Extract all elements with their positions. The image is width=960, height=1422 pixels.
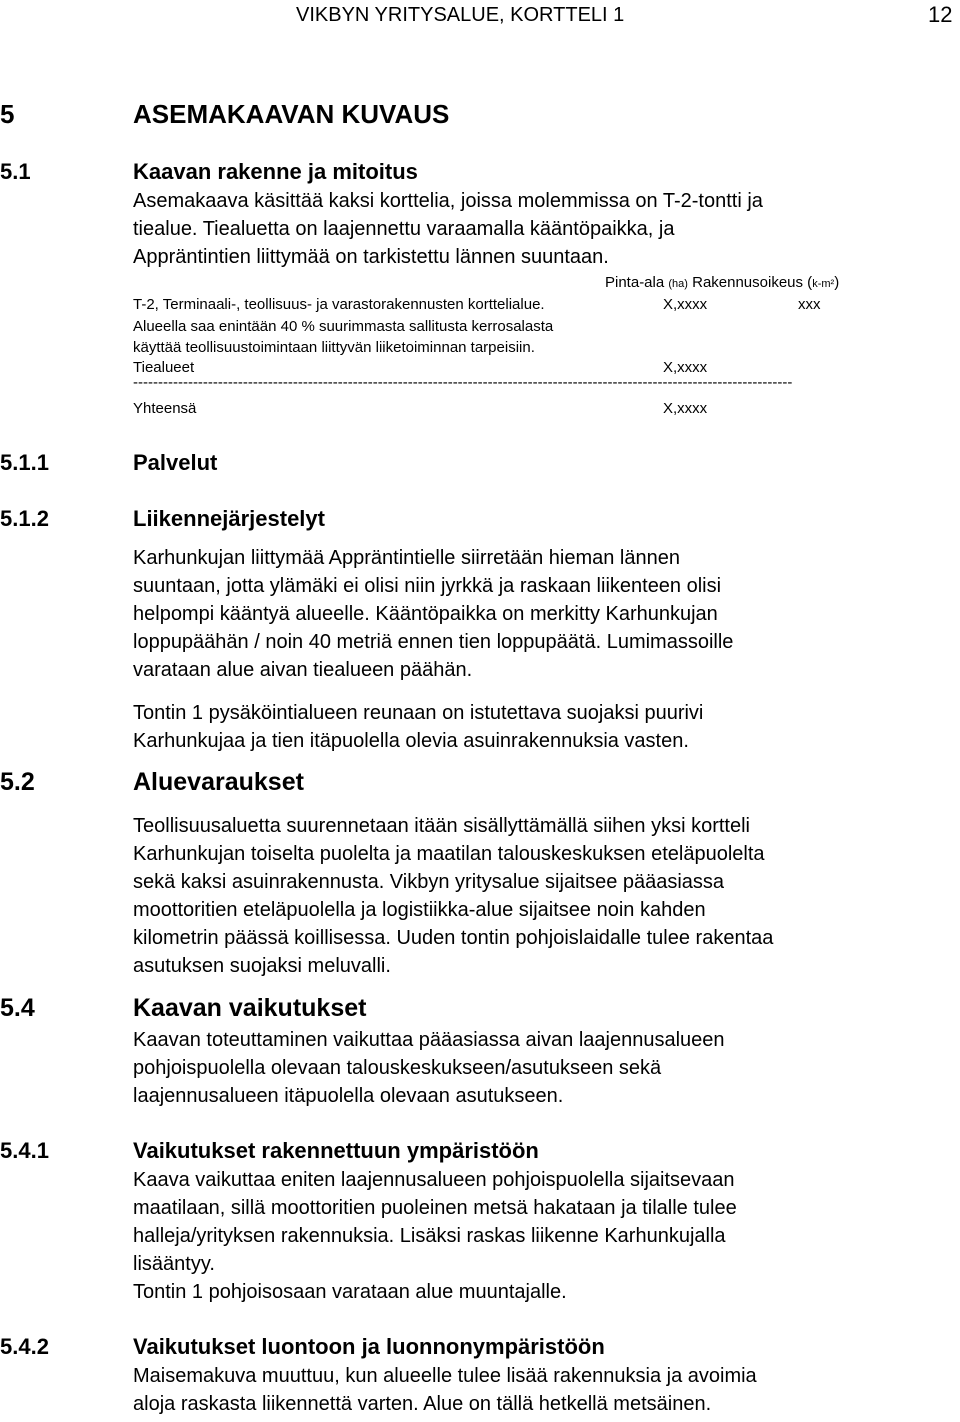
table-row1-rights: xxx bbox=[798, 296, 821, 313]
section-5-2-number: 5.2 bbox=[0, 768, 35, 796]
table-row1-label: T-2, Terminaali-, teollisuus- ja varastorakennusten korttelialue. bbox=[133, 296, 545, 313]
section-5-1-2-para1 bbox=[133, 544, 933, 684]
section-5-4-title: Kaavan vaikutukset bbox=[133, 994, 367, 1022]
body-line: Kaavan toteuttaminen vaikuttaa pääasiassa aivan laajennusalueen bbox=[133, 1029, 725, 1051]
body-line: laajennusalueen itäpuolella olevaan asutukseen. bbox=[133, 1085, 564, 1107]
section-5-1-number: 5.1 bbox=[0, 159, 31, 184]
body-line: tiealue. Tiealuetta on laajennettu varaamalla kääntöpaikka, ja bbox=[133, 218, 675, 240]
body-line: helpompi kääntyä alueelle. Kääntöpaikka on merkitty Karhunkujan bbox=[133, 603, 718, 625]
table-separator: ------------------------------------------------------------------------------------------------------------------------------------ bbox=[133, 374, 793, 391]
section-5-1-body bbox=[133, 187, 933, 271]
col-rights-unit: k-m² bbox=[812, 278, 835, 290]
body-line: Kaava vaikuttaa eniten laajennusalueen pohjoispuolella sijaitsevaan bbox=[133, 1169, 735, 1191]
table-row2-area: X,xxxx bbox=[663, 359, 708, 376]
body-line: suuntaan, jotta ylämäki ei olisi niin jyrkkä ja raskaan liikenteen olisi bbox=[133, 575, 722, 597]
table-header bbox=[605, 274, 839, 291]
body-line: loppupäähän / noin 40 metriä ennen tien loppupäätä. Lumimassoille bbox=[133, 631, 734, 653]
table-row1-note-line1: Alueella saa enintään 40 % suurimmasta sallitusta kerrosalasta bbox=[133, 318, 554, 335]
body-line: Tontin 1 pysäköintialueen reunaan on istutettava suojaksi puurivi bbox=[133, 702, 704, 724]
section-5-4-2-title: Vaikutukset luontoon ja luonnonympäristöön bbox=[133, 1334, 605, 1359]
table-row2-label: Tiealueet bbox=[133, 359, 195, 376]
section-5-1-1-number: 5.1.1 bbox=[0, 450, 49, 475]
body-line: varataan alue aivan tiealueen päähän. bbox=[133, 659, 473, 681]
body-line: Tontin 1 pohjoisosaan varataan alue muuntajalle. bbox=[133, 1281, 567, 1303]
body-line: kilometrin päässä koillisessa. Uuden tontin pohjoislaidalle tulee rakentaa bbox=[133, 927, 774, 949]
section-5-1-2-title: Liikennejärjestelyt bbox=[133, 506, 325, 531]
section-5-2-body bbox=[133, 812, 933, 980]
body-line: halleja/yrityksen rakennuksia. Lisäksi raskas liikenne Karhunkujalla bbox=[133, 1225, 726, 1247]
body-line: maatilaan, sillä moottoritien puoleinen metsä hakataan ja tilalle tulee bbox=[133, 1197, 737, 1219]
section-5-1-2-number: 5.1.2 bbox=[0, 506, 49, 531]
col-area-unit: (ha) bbox=[668, 278, 688, 290]
body-line: moottoritien eteläpuolella ja logistiikka-alue sijaitsee noin kahden bbox=[133, 899, 706, 921]
section-5-4-1-body bbox=[133, 1166, 933, 1306]
body-line: Karhunkujan liittymää Appräntintielle siirretään hieman lännen bbox=[133, 547, 680, 569]
section-5-4-number: 5.4 bbox=[0, 994, 35, 1022]
body-line: Teollisuusaluetta suurennetaan itään sisällyttämällä siihen yksi kortteli bbox=[133, 815, 750, 837]
col-area-label: Pinta-ala bbox=[605, 274, 665, 291]
section-5-1-2-para2 bbox=[133, 699, 933, 755]
body-line: aloja raskasta liikennettä varten. Alue on tällä hetkellä metsäinen. bbox=[133, 1393, 712, 1415]
table-total-label: Yhteensä bbox=[133, 400, 197, 417]
table-row1-area: X,xxxx bbox=[663, 296, 708, 313]
section-5-4-2-number: 5.4.2 bbox=[0, 1334, 49, 1359]
page-number: 12 bbox=[928, 2, 953, 27]
body-line: sekä kaksi asuinrakennusta. Vikbyn yritysalue sijaitsee pääasiassa bbox=[133, 871, 725, 893]
col-rights-label: Rakennusoikeus ( bbox=[692, 274, 813, 291]
body-line: Karhunkujan toiselta puolelta ja maatilan talouskeskuksen eteläpuolelta bbox=[133, 843, 765, 865]
table-row1-note-line2: käyttää teollisuustoimintaan liittyvän liiketoiminnan tarpeisiin. bbox=[133, 339, 535, 356]
section-5-1-title: Kaavan rakenne ja mitoitus bbox=[133, 159, 418, 184]
body-line: lisääntyy. bbox=[133, 1253, 215, 1275]
section-5-title: ASEMAKAAVAN KUVAUS bbox=[133, 99, 450, 129]
section-5-4-1-title: Vaikutukset rakennettuun ympäristöön bbox=[133, 1138, 539, 1163]
body-line: Asemakaava käsittää kaksi korttelia, joissa molemmissa on T-2-tontti ja bbox=[133, 190, 763, 212]
body-line: Karhunkujaa ja tien itäpuolella olevia asuinrakennuksia vasten. bbox=[133, 730, 689, 752]
body-line: Maisemakuva muuttuu, kun alueelle tulee lisää rakennuksia ja avoimia bbox=[133, 1365, 757, 1387]
col-rights-close: ) bbox=[834, 274, 840, 291]
page-header-title: VIKBYN YRITYSALUE, KORTTELI 1 bbox=[296, 4, 625, 26]
section-5-4-2-body bbox=[133, 1362, 933, 1418]
body-line: pohjoispuolella olevaan talouskeskukseen/asutukseen sekä bbox=[133, 1057, 662, 1079]
body-line: asutuksen suojaksi meluvalli. bbox=[133, 955, 391, 977]
section-5-4-body bbox=[133, 1026, 933, 1110]
body-line: Appräntintien liittymää on tarkistettu lännen suuntaan. bbox=[133, 246, 609, 268]
table-total-area: X,xxxx bbox=[663, 400, 708, 417]
section-5-number: 5 bbox=[0, 99, 15, 129]
section-5-1-1-title: Palvelut bbox=[133, 450, 218, 475]
section-5-4-1-number: 5.4.1 bbox=[0, 1138, 49, 1163]
section-5-2-title: Aluevaraukset bbox=[133, 768, 304, 796]
